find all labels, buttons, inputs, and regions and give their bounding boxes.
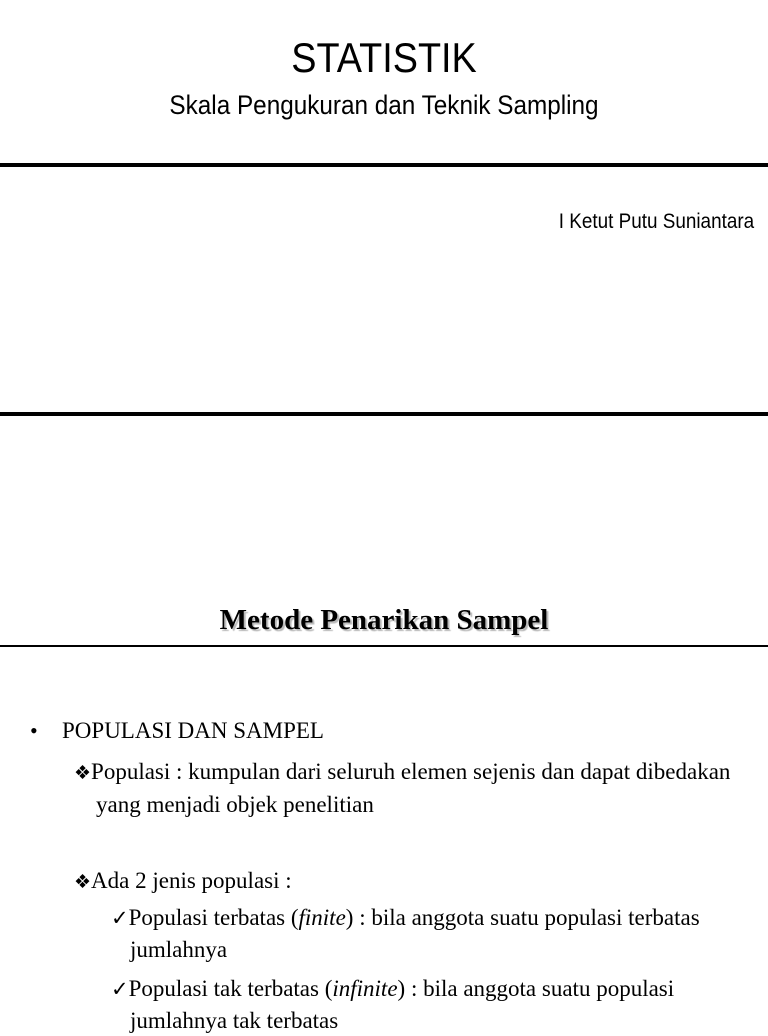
check-icon: ✓: [111, 906, 129, 930]
sub-term: finite: [298, 905, 346, 930]
top-divider: [0, 163, 768, 167]
bullet-icon: •: [30, 718, 38, 743]
point-text: Ada 2 jenis populasi :: [91, 868, 292, 893]
sub-text-after: ) : bila anggota suatu populasi terbatas jumlahnya: [130, 905, 700, 962]
sub-list-item: [111, 973, 768, 1036]
slide-title: STATISTIK: [291, 34, 477, 81]
section-title: Metode Penarikan Sampel: [219, 604, 549, 636]
sub-term: infinite: [332, 976, 398, 1001]
slide-separator: [0, 412, 768, 416]
section-divider: [0, 645, 768, 647]
check-icon: ✓: [111, 977, 129, 1001]
sub-list-item: [111, 902, 768, 965]
diamond-bullet-icon: ❖: [74, 872, 92, 893]
author-name: I Ketut Putu Suniantara: [558, 210, 754, 233]
sub-text-before: Populasi terbatas (: [128, 905, 299, 930]
list-item: [74, 756, 768, 820]
diamond-bullet-icon: ❖: [74, 763, 92, 784]
point-text: Populasi : kumpulan dari seluruh elemen sejenis dan dapat dibedakan yang menjadi objek penelitian: [91, 759, 731, 817]
bullet-heading: POPULASI DAN SAMPEL: [62, 718, 324, 743]
slide-subtitle: Skala Pengukuran dan Teknik Sampling: [169, 90, 599, 120]
sub-text-after: ) : bila anggota suatu populasi jumlahnya tak terbatas: [130, 976, 675, 1033]
sub-text-before: Populasi tak terbatas (: [128, 976, 333, 1001]
list-item: [74, 865, 768, 898]
